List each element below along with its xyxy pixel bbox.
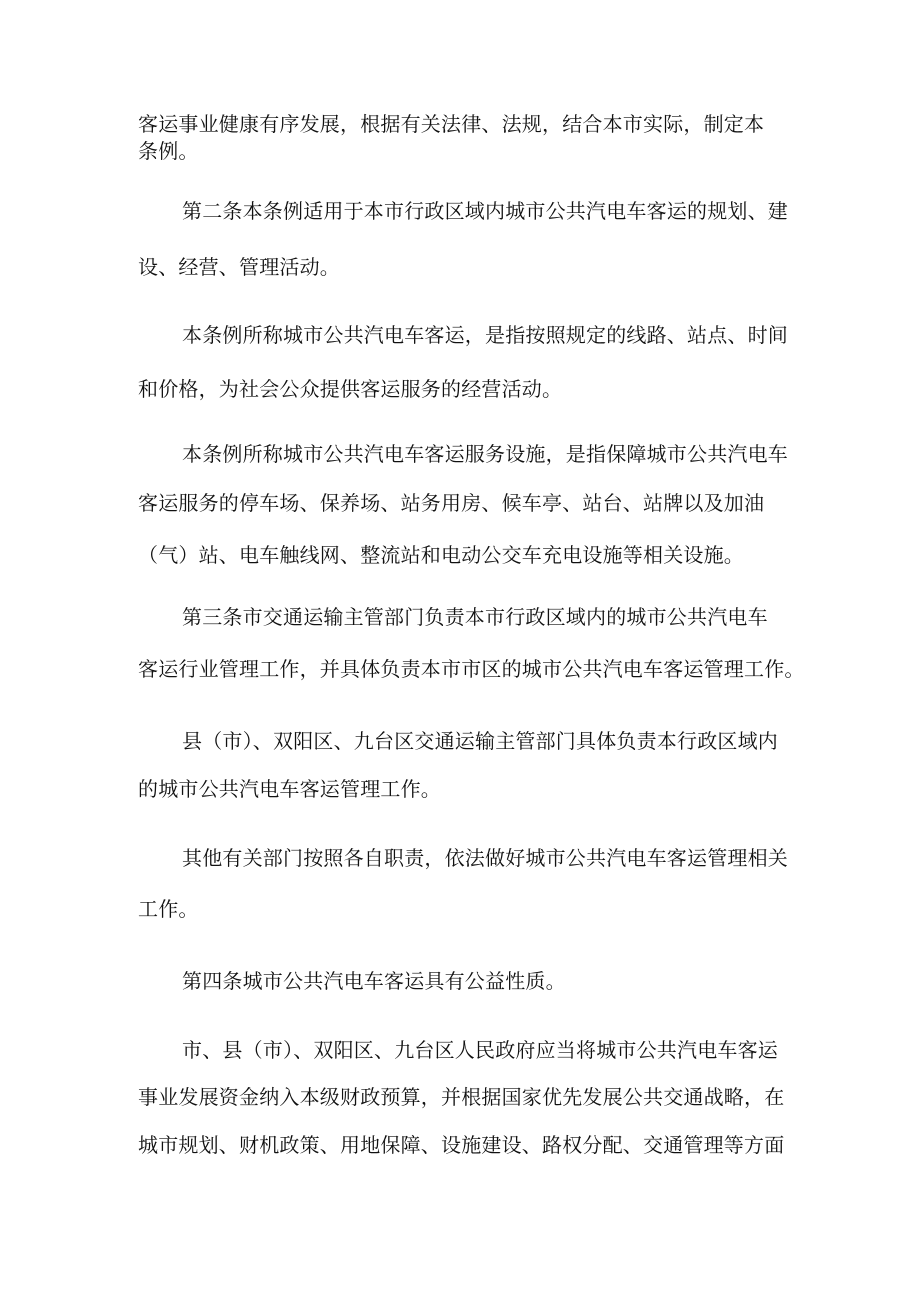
text-line: 客运事业健康有序发展，根据有关法律、法规，结合本市实际，制定本 xyxy=(138,112,765,136)
text-line: 其他有关部门按照各自职责，依法做好城市公共汽电车客运管理相关 xyxy=(182,846,788,870)
text-line: 工作。 xyxy=(138,897,199,921)
text-line: 本条例所称城市公共汽电车客运服务设施，是指保障城市公共汽电车 xyxy=(182,442,788,466)
text-line: 县（市）、双阳区、九台区交通运输主管部门具体负责本行政区域内 xyxy=(182,729,778,753)
text-line: 本条例所称城市公共汽电车客运，是指按照规定的线路、站点、时间 xyxy=(182,323,788,347)
text-line: 设、经营、管理活动。 xyxy=(138,255,340,279)
article-3-heading: 第三条市交通运输主管部门负责本市行政区域内的城市公共汽电车 xyxy=(182,605,768,629)
text-line: 客运服务的停车场、保养场、站务用房、候车亭、站台、站牌以及加油 xyxy=(138,491,765,515)
text-line: 和价格，为社会公众提供客运服务的经营活动。 xyxy=(138,377,563,401)
text-line: 条例。 xyxy=(138,139,199,163)
text-line: 市、县（市）、双阳区、九台区人民政府应当将城市公共汽电车客运 xyxy=(182,1038,778,1062)
article-2-heading: 第二条本条例适用于本市行政区域内城市公共汽电车客运的规划、建 xyxy=(182,199,788,223)
text-line: 城市规划、财机政策、用地保障、设施建设、路权分配、交通管理等方面 xyxy=(138,1133,785,1157)
article-4-heading: 第四条城市公共汽电车客运具有公益性质。 xyxy=(182,969,566,993)
text-line: 的城市公共汽电车客运管理工作。 xyxy=(138,777,441,801)
text-line: 客运行业管理工作，并具体负责本市市区的城市公共汽电车客运管理工作。 xyxy=(138,657,805,681)
text-line: （气）站、电车触线网、整流站和电动公交车充电设施等相关设施。 xyxy=(138,543,744,567)
text-line: 事业发展资金纳入本级财政预算，并根据国家优先发展公共交通战略，在 xyxy=(138,1085,785,1109)
